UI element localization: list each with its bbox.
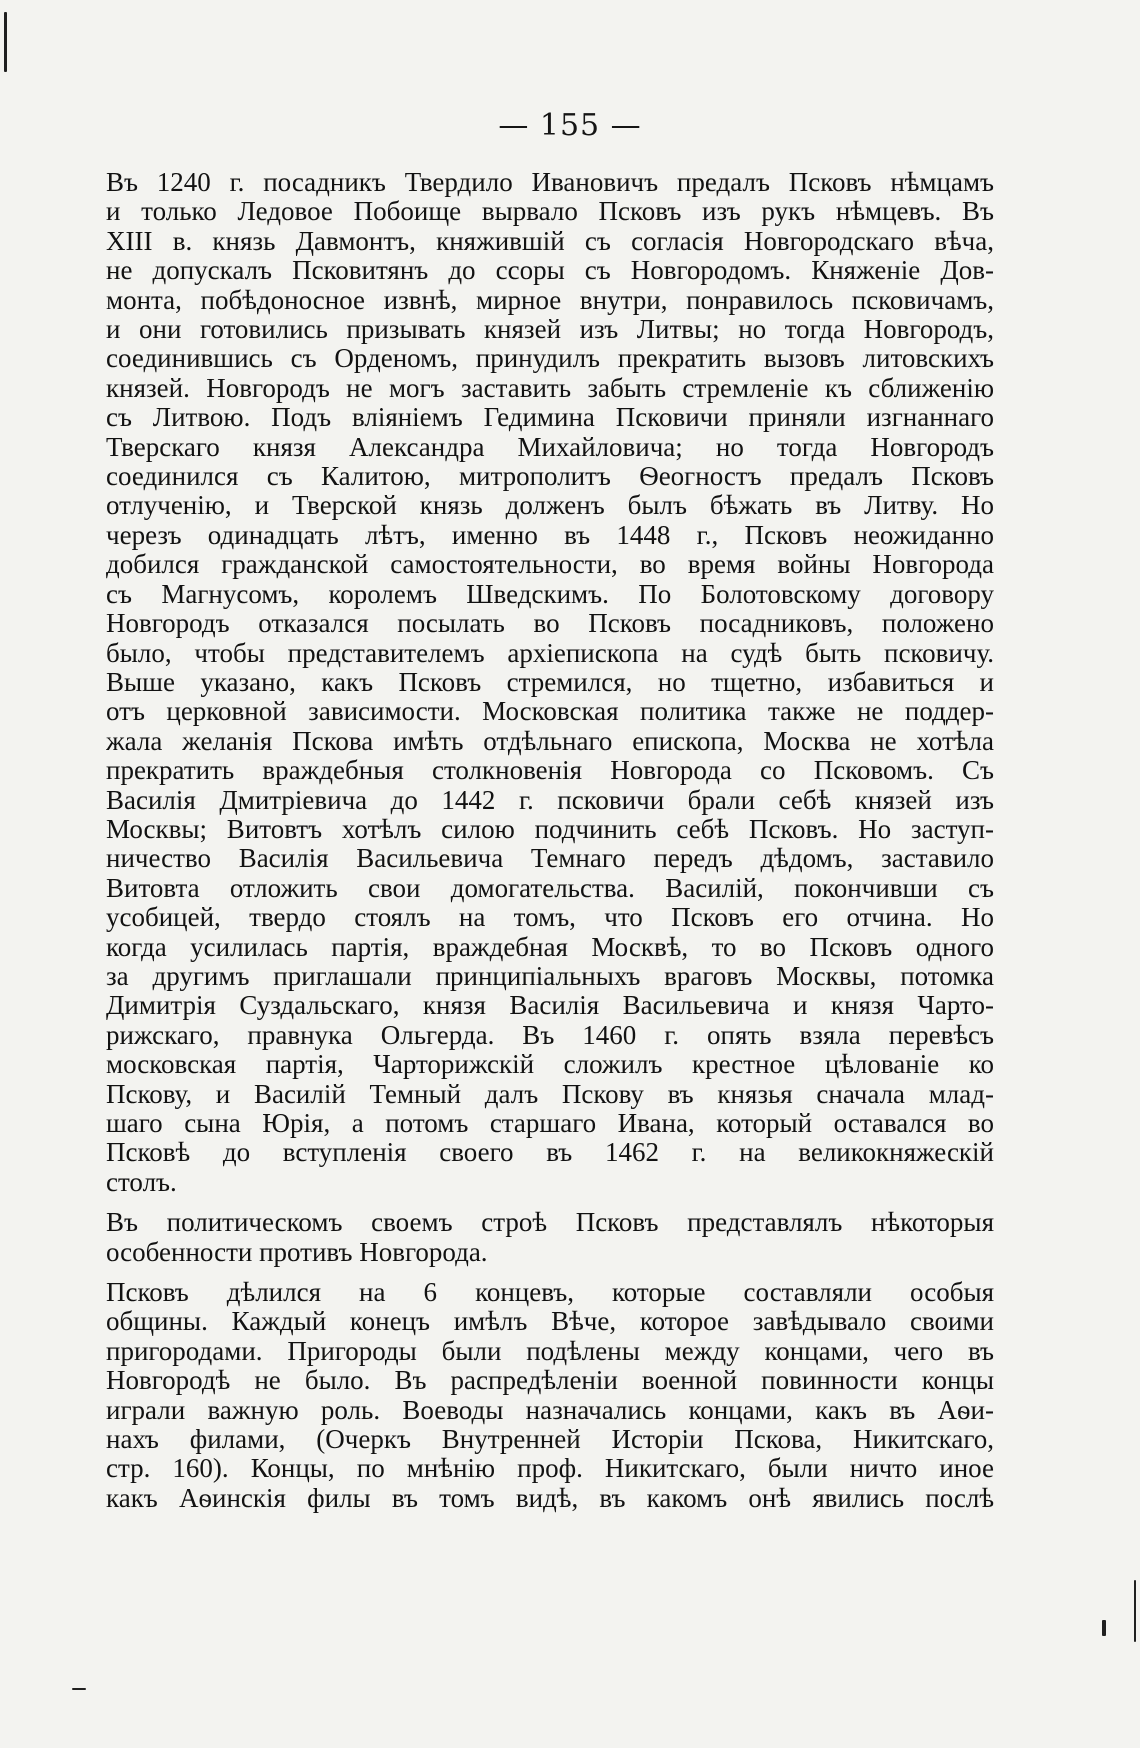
paragraph [106, 1208, 994, 1267]
text-line: жала желанія Пскова имѣть отдѣльнаго епископа, Москва не хотѣла [106, 726, 994, 756]
text-line: отъ церковной зависимости. Московская политика также не поддер- [106, 697, 994, 727]
text-line: было, чтобы представителемъ архіепископа на судѣ быть псковичу. [106, 638, 994, 668]
text-line: за другимъ приглашали принципіальныхъ враговъ Москвы, потомка [106, 961, 994, 991]
scan-artifact-mark [4, 12, 7, 72]
text-line: Выше указано, какъ Псковъ стремился, но тщетно, избавиться и [106, 667, 994, 697]
text-line: столъ. [106, 1167, 177, 1197]
text-line: черезъ одинадцать лѣтъ, именно въ 1448 г., Псковъ неожиданно [106, 520, 994, 550]
text-line: прекратить враждебныя столкновенія Новгорода со Псковомъ. Съ [106, 756, 994, 786]
text-line: рижскаго, правнука Ольгерда. Въ 1460 г. опять взяла перевѣсъ [106, 1020, 994, 1050]
text-line: Псковѣ до вступленія своего въ 1462 г. на великокняжескій [106, 1138, 994, 1168]
text-line: стр. 160). Концы, по мнѣнію проф. Никитскаго, были ничто иное [106, 1454, 994, 1484]
text-line: Новгородъ отказался посылать во Псковъ посадниковъ, положено [106, 609, 994, 639]
text-line: Витовта отложить свои домогательства. Василій, покончивши съ [106, 873, 994, 903]
text-line: Въ политическомъ своемъ строѣ Псковъ представлялъ нѣкоторыя [106, 1208, 994, 1238]
scan-artifact-mark [1134, 1580, 1136, 1642]
text-line: и только Ледовое Побоище вырвало Псковъ изъ рукъ нѣмцевъ. Въ [106, 197, 994, 227]
page-number: — 155 — [498, 108, 642, 143]
text-line: играли важную роль. Воеводы назначались концами, какъ въ Аѳи- [106, 1395, 994, 1425]
text-line: пригородами. Пригороды были подѣлены между концами, чего въ [106, 1336, 994, 1366]
text-line: не допускалъ Псковитянъ до ссоры съ Новгородомъ. Княженіе Дов- [106, 256, 994, 286]
text-line: съ Магнусомъ, королемъ Шведскимъ. По Болотовскому договору [106, 579, 994, 609]
text-line: Москвы; Витовтъ хотѣлъ силою подчинить себѣ Псковъ. Но заступ- [106, 814, 994, 844]
text-line: XIII в. князь Давмонтъ, княжившій съ согласія Новгородскаго вѣча, [106, 226, 994, 256]
text-line: князей. Новгородъ не могъ заставить забыть стремленіе къ сближенію [106, 373, 994, 403]
text-line: Въ 1240 г. посадникъ Твердило Ивановичъ предалъ Псковъ нѣмцамъ [106, 168, 994, 197]
text-line: Тверскаго князя Александра Михайловича; но тогда Новгородъ [106, 432, 994, 462]
text-line: и они готовились призывать князей изъ Литвы; но тогда Новгородъ, [106, 315, 994, 345]
text-line: Псковъ дѣлился на 6 концевъ, которые составляли особыя [106, 1278, 994, 1308]
text-line: когда усилилась партія, враждебная Москвѣ, то во Псковъ одного [106, 932, 994, 962]
body-text [106, 168, 994, 1513]
text-line: съ Литвою. Подъ вліяніемъ Гедимина Псковичи приняли изгнаннаго [106, 403, 994, 433]
text-line: Димитрія Суздальскаго, князя Василія Васильевича и князя Чарто- [106, 991, 994, 1021]
paragraph [106, 1278, 994, 1513]
text-line: шаго сына Юрія, а потомъ старшаго Ивана, который оставался во [106, 1109, 994, 1138]
text-line: соединившись съ Орденомъ, принудилъ прекратить вызовъ литовскихъ [106, 344, 994, 374]
text-line: Пскову, и Василій Темный далъ Пскову въ князья сначала млад- [106, 1079, 994, 1109]
scan-artifact-mark [1102, 1620, 1106, 1636]
scan-artifact-mark [72, 1688, 86, 1690]
text-line: соединился съ Калитою, митрополитъ Ѳеогностъ предалъ Псковъ [106, 462, 994, 492]
text-line: общины. Каждый конецъ имѣлъ Вѣче, которое завѣдывало своими [106, 1307, 994, 1337]
text-line: усобицей, твердо стоялъ на томъ, что Псковъ его отчина. Но [106, 903, 994, 933]
text-line: нахъ филами, (Очеркъ Внутренней Исторіи Пскова, Никитскаго, [106, 1425, 994, 1455]
text-line: отлученію, и Тверской князь долженъ былъ бѣжать въ Литву. Но [106, 491, 994, 521]
text-line: особенности противъ Новгорода. [106, 1237, 488, 1267]
text-line: добился гражданской самостоятельности, во время войны Новгорода [106, 550, 994, 580]
text-line: монта, побѣдоносное извнѣ, мирное внутри, понравилось псковичамъ, [106, 285, 994, 315]
text-line: московская партія, Чарторижскій сложилъ крестное цѣлованіе ко [106, 1050, 994, 1080]
text-line: Новгородѣ не было. Въ распредѣленіи военной повинности концы [106, 1366, 994, 1396]
text-line: какъ Аѳинскія филы въ томъ видѣ, въ какомъ онѣ явились послѣ [106, 1483, 994, 1513]
text-line: ничество Василія Васильевича Темнаго передъ дѣдомъ, заставило [106, 844, 994, 874]
paragraph [106, 168, 994, 1197]
text-line: Василія Дмитріевича до 1442 г. псковичи брали себѣ князей изъ [106, 785, 994, 815]
